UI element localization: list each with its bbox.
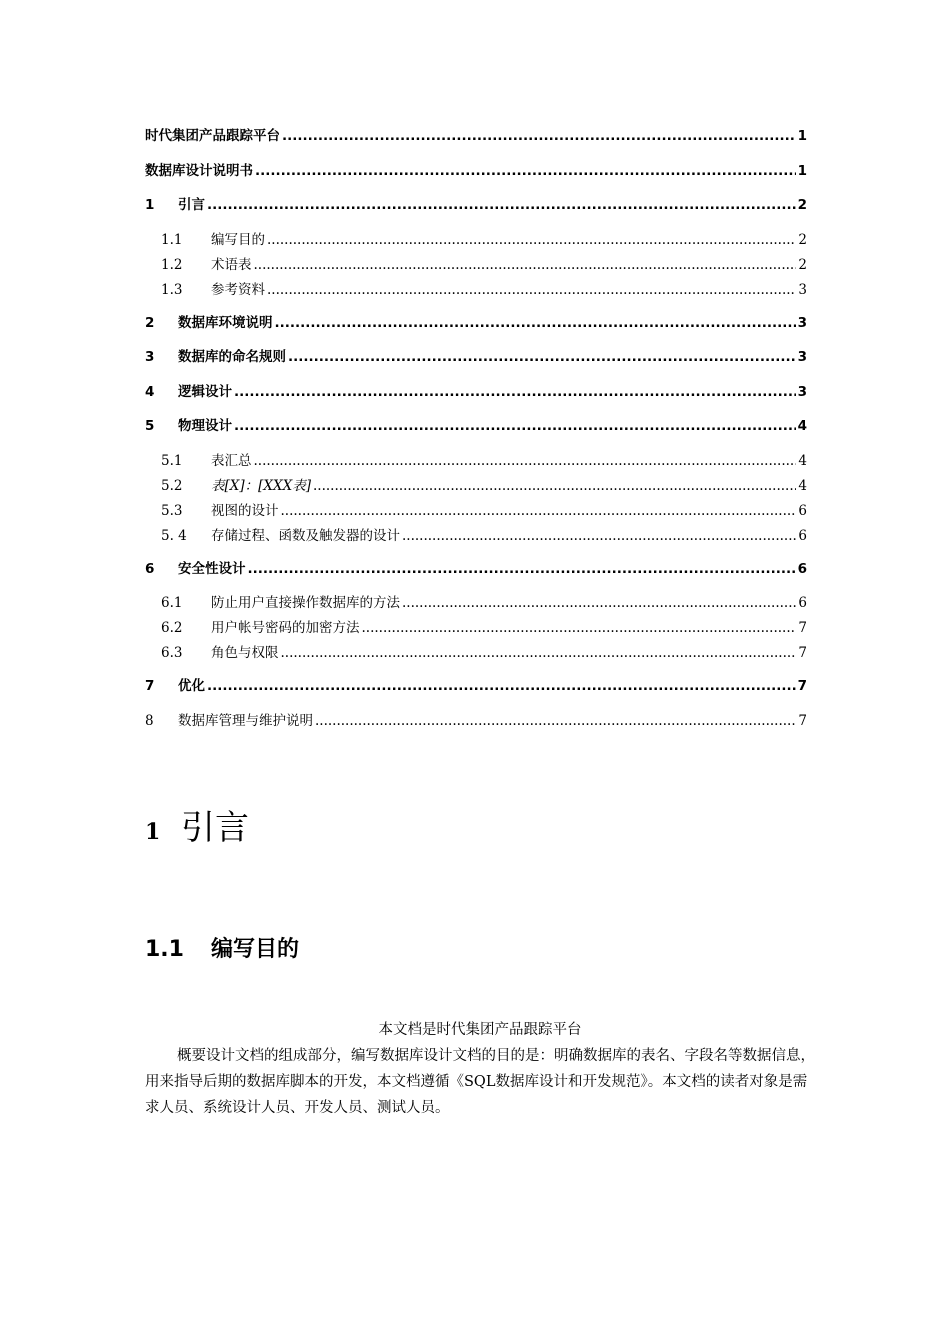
toc-dot-leader [234,384,796,400]
toc-entry-title: 存储过程、函数及触发器的设计 [211,527,400,544]
toc-dot-leader [315,713,796,729]
toc-entry-number: 8 [145,712,154,729]
heading-1-1-title: 编写目的 [211,937,300,962]
heading-1-1 [145,932,299,963]
toc-entry-page: 4 [798,477,807,494]
toc-entry-title: 视图的设计 [211,502,279,519]
heading-1 [145,800,249,849]
toc-entry-number: 1.1 [161,231,183,248]
toc-dot-leader [288,349,796,365]
toc-entry[interactable] [145,449,807,474]
toc-entry[interactable] [145,193,807,228]
toc-entry-number: 5.3 [161,502,183,519]
toc-entry-title: 参考资料 [211,281,265,298]
toc-dot-leader [255,163,796,179]
toc-entry[interactable] [145,311,807,346]
toc-entry-title: 数据库的命名规则 [178,349,286,365]
toc-entry[interactable] [145,345,807,380]
heading-1-1-number: 1.1 [145,937,184,962]
toc-dot-leader [402,595,796,611]
toc-entry-page: 7 [798,712,807,729]
toc-entry-page: 7 [797,678,807,694]
toc-entry[interactable] [145,474,807,499]
heading-1-title: 引言 [181,808,249,848]
toc-entry-number: 5 [145,418,155,434]
toc-entry[interactable] [145,591,807,616]
toc-entry[interactable] [145,278,807,303]
toc-entry-title: 物理设计 [178,418,232,434]
toc-dot-leader [207,678,796,694]
toc-entry[interactable] [145,709,807,744]
toc-entry-title: 表[X]：[XXX表] [211,477,312,494]
toc-entry[interactable] [145,557,807,592]
toc-entry[interactable] [145,159,807,194]
toc-dot-leader [275,315,796,331]
toc-entry-number: 6 [145,560,155,577]
toc-entry[interactable] [145,414,807,449]
toc-entry-title: 术语表 [211,256,252,273]
toc-entry[interactable] [145,380,807,415]
toc-entry[interactable] [145,674,807,709]
body-text: 概要设计文档的组成部分，编写数据库设计文档的目的是：明确数据库的表名、字段名等数据信息，用来指导后期的数据库脚本的开发，本文档遵循《SQL数据库设计和开发规范》。本文档的读者对象是需求人员、系统设计人员、开发人员、测试人员。 [145,1048,815,1116]
toc-entry-title: 防止用户直接操作数据库的方法 [211,595,400,611]
toc-entry-title: 逻辑设计 [178,383,232,400]
toc-entry-page: 7 [798,620,807,636]
toc-entry-number: 1 [145,197,155,213]
toc-entry[interactable] [145,228,807,253]
table-of-contents [145,124,807,743]
toc-entry-title: 用户帐号密码的加密方法 [211,620,360,636]
toc-entry-page: 6 [798,502,807,519]
toc-entry-page: 4 [798,452,807,469]
body-paragraph [145,1017,815,1121]
toc-entry[interactable] [145,641,807,666]
toc-dot-leader [267,232,796,248]
toc-entry[interactable] [145,499,807,524]
toc-entry-page: 1 [797,162,807,179]
body-line-centered: 本文档是时代集团产品跟踪平台 [378,1022,582,1038]
toc-entry-page: 6 [798,595,807,611]
toc-entry-number: 6.3 [161,645,183,661]
toc-entry-page: 7 [798,645,807,661]
toc-entry-title: 编写目的 [211,231,265,248]
toc-entry-title: 引言 [178,197,205,213]
toc-dot-leader [234,418,796,434]
toc-entry[interactable] [145,524,807,549]
toc-entry-page: 3 [798,281,807,298]
toc-entry-number: 5. 4 [161,527,187,544]
toc-entry[interactable] [145,124,807,159]
heading-1-number: 1 [145,819,161,845]
toc-entry-page: 6 [797,560,807,577]
toc-entry-title: 安全性设计 [178,560,246,577]
toc-dot-leader [248,561,796,577]
toc-dot-leader [362,620,797,636]
toc-entry-title: 表汇总 [211,452,252,469]
toc-dot-leader [281,503,797,519]
toc-entry-title: 数据库环境说明 [178,314,273,331]
toc-entry-page: 4 [797,418,807,434]
toc-entry-page: 3 [797,383,807,400]
toc-dot-leader [207,197,796,213]
toc-entry[interactable] [145,616,807,641]
toc-dot-leader [254,257,797,273]
toc-entry-title: 时代集团产品跟踪平台 [145,128,280,144]
toc-dot-leader [282,128,796,144]
toc-entry-page: 1 [797,128,807,144]
toc-entry-number: 6.1 [161,595,183,611]
toc-dot-leader [402,528,796,544]
toc-entry-number: 7 [145,678,155,694]
toc-entry-number: 2 [145,314,155,331]
toc-dot-leader [267,282,796,298]
toc-entry-page: 3 [797,349,807,365]
toc-dot-leader [281,645,797,661]
toc-entry-page: 6 [798,527,807,544]
toc-entry-number: 5.2 [161,477,183,494]
toc-entry-number: 1.3 [161,281,183,298]
toc-dot-leader [254,453,797,469]
toc-entry-number: 6.2 [161,620,183,636]
toc-dot-leader [313,478,796,494]
toc-entry-number: 1.2 [161,256,183,273]
toc-entry-title: 数据库管理与维护说明 [178,712,313,729]
toc-entry-number: 4 [145,383,155,400]
toc-entry-number: 5.1 [161,452,183,469]
toc-entry-number: 3 [145,349,155,365]
toc-entry-page: 2 [797,197,807,213]
toc-entry-page: 3 [797,314,807,331]
toc-entry-title: 数据库设计说明书 [145,162,253,179]
toc-entry-page: 2 [798,231,807,248]
toc-entry-title: 优化 [178,678,205,694]
toc-entry-page: 2 [798,256,807,273]
toc-entry[interactable] [145,253,807,278]
toc-entry-title: 角色与权限 [211,645,279,661]
